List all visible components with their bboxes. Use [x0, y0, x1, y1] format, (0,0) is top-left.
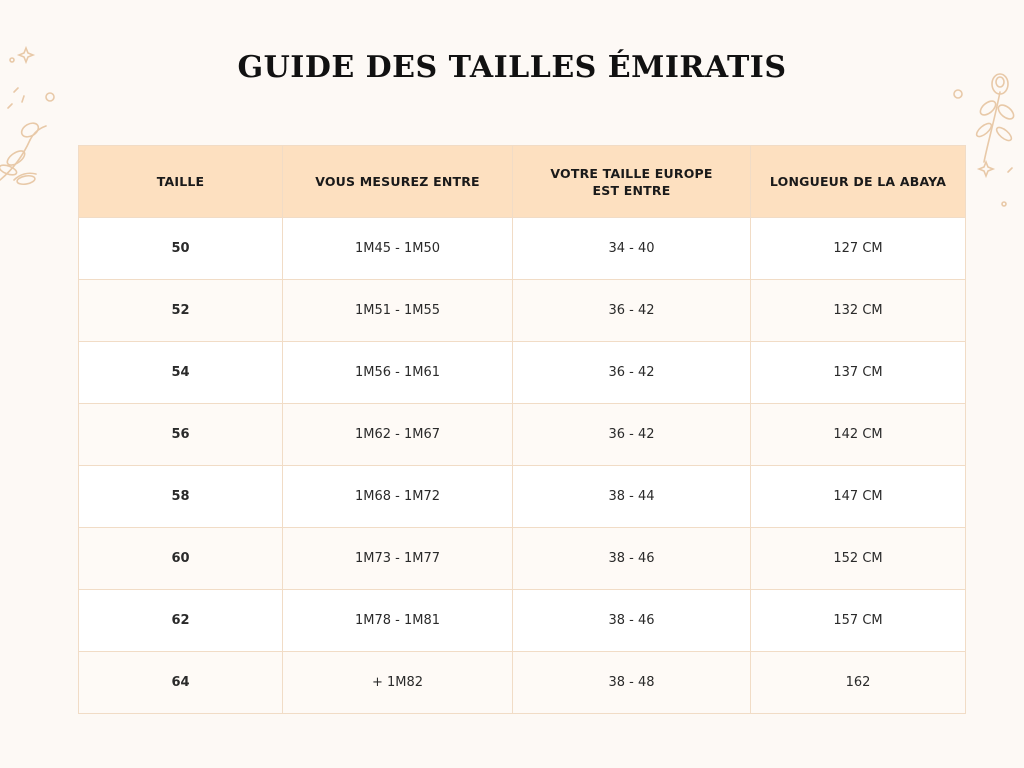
- page-title: GUIDE DES TAILLES ÉMIRATIS: [237, 50, 787, 85]
- cell-length: 132 CM: [751, 280, 966, 342]
- cell-height: 1M73 - 1M77: [283, 528, 513, 590]
- cell-size: 62: [79, 590, 283, 652]
- cell-height: 1M62 - 1M67: [283, 404, 513, 466]
- table-row: [79, 528, 966, 590]
- cell-length: 147 CM: [751, 466, 966, 528]
- header-taille: TAILLE: [79, 146, 283, 218]
- table-row: [79, 280, 966, 342]
- cell-length: 137 CM: [751, 342, 966, 404]
- cell-size: 54: [79, 342, 283, 404]
- table-row: [79, 342, 966, 404]
- cell-height: + 1M82: [283, 652, 513, 714]
- cell-europe-size: 36 - 42: [513, 280, 751, 342]
- cell-europe-size: 34 - 40: [513, 218, 751, 280]
- header-mesure: VOUS MESUREZ ENTRE: [283, 146, 513, 218]
- cell-europe-size: 38 - 46: [513, 528, 751, 590]
- cell-length: 162: [751, 652, 966, 714]
- cell-europe-size: 38 - 44: [513, 466, 751, 528]
- cell-size: 64: [79, 652, 283, 714]
- cell-height: 1M51 - 1M55: [283, 280, 513, 342]
- table-row: [79, 590, 966, 652]
- cell-height: 1M78 - 1M81: [283, 590, 513, 652]
- cell-height: 1M56 - 1M61: [283, 342, 513, 404]
- header-longueur-abaya: LONGUEUR DE LA ABAYA: [751, 146, 966, 218]
- table-row: [79, 218, 966, 280]
- cell-europe-size: 38 - 48: [513, 652, 751, 714]
- cell-length: 157 CM: [751, 590, 966, 652]
- cell-length: 127 CM: [751, 218, 966, 280]
- cell-height: 1M45 - 1M50: [283, 218, 513, 280]
- cell-size: 58: [79, 466, 283, 528]
- cell-europe-size: 36 - 42: [513, 404, 751, 466]
- header-taille-europe: VOTRE TAILLE EUROPE EST ENTRE: [513, 146, 751, 218]
- cell-size: 56: [79, 404, 283, 466]
- table-row: [79, 652, 966, 714]
- size-guide-table: [78, 145, 966, 714]
- table-header-row: [79, 146, 966, 218]
- cell-europe-size: 38 - 46: [513, 590, 751, 652]
- cell-size: 60: [79, 528, 283, 590]
- cell-size: 50: [79, 218, 283, 280]
- table-row: [79, 466, 966, 528]
- cell-size: 52: [79, 280, 283, 342]
- cell-length: 152 CM: [751, 528, 966, 590]
- cell-length: 142 CM: [751, 404, 966, 466]
- cell-europe-size: 36 - 42: [513, 342, 751, 404]
- table-row: [79, 404, 966, 466]
- cell-height: 1M68 - 1M72: [283, 466, 513, 528]
